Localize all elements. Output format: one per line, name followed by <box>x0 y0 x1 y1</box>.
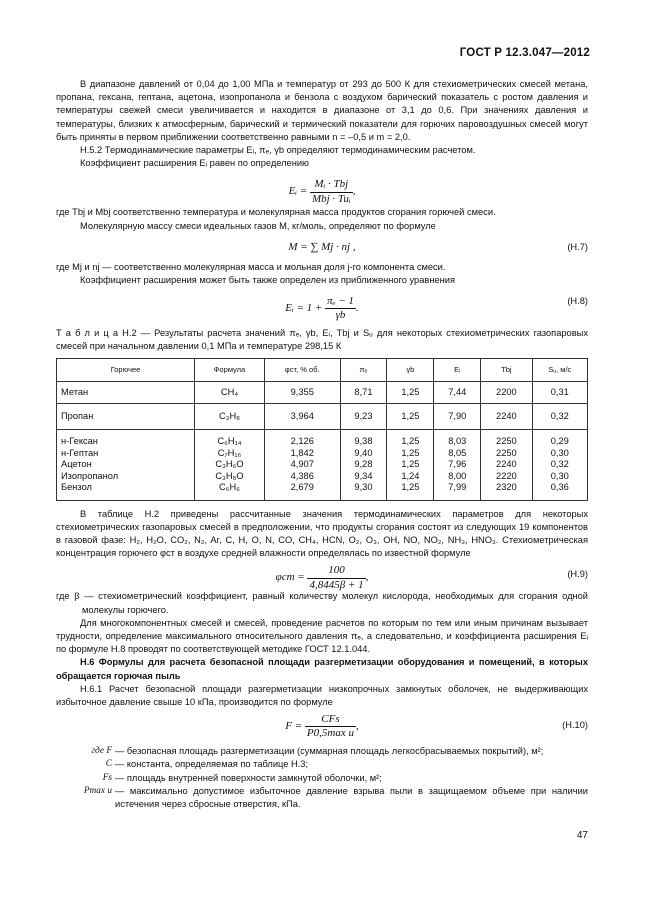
table-cell: 8,71 <box>340 381 387 403</box>
cell-line: 4,386 <box>290 470 314 481</box>
paragraph: Н.6.1 Расчет безопасной площади разгерметизации низкопрочных замкнутых оболочек, не выдерживающих избыточное давление свыше 10 кПа, производится по формуле <box>56 683 588 707</box>
fraction <box>307 564 365 591</box>
table-cell: 7,44 <box>434 381 481 403</box>
fraction-numerator: Mᵢ · Tbj <box>310 178 353 192</box>
column-header: Горючее <box>57 358 195 381</box>
formula-tail: , <box>365 571 369 584</box>
cell-line: 0,36 <box>550 482 569 493</box>
cell-line: 9,38 <box>354 436 373 447</box>
definition-text: — безопасная площадь разгерметизации (суммарная площадь легкосбрасываемых покрытий), м²; <box>115 746 544 757</box>
table-cell: 9,355 <box>264 381 340 403</box>
cell-line: 2320 <box>496 482 517 493</box>
definition-item <box>56 745 588 758</box>
cell-line: 1,25 <box>401 482 420 493</box>
paragraph: Для многокомпонентных смесей и смесей, проведение расчетов по которым по тем или иным причинам вызывает трудности, определение максимального относительного давления πₑ, а следовательно, и коэффициента расширения Eᵢ по формуле Н.8 проводят по соответствующей методике ГОСТ 12.1.044. <box>56 617 588 655</box>
table-cell: 0,31 <box>532 381 587 403</box>
formula-number: (Н.8) <box>567 296 588 307</box>
column-header: Eᵢ <box>434 358 481 381</box>
cell-line: C₃H₈O <box>215 470 244 481</box>
table-cell: CH₄ <box>195 381 265 403</box>
fraction-denominator: 4,8445β + 1 <box>309 578 364 591</box>
cell-line: 7,99 <box>448 482 467 493</box>
formula-number: (Н.7) <box>567 241 588 252</box>
formula-approx-expansion <box>56 287 588 323</box>
table-cell: 1,25 <box>387 403 434 429</box>
cell-line: 2,126 <box>290 436 314 447</box>
cell-line: 8,03 <box>448 436 467 447</box>
paragraph: В таблице Н.2 приведены рассчитанные значения термодинамических параметров для некоторых стехиометрических газопаровых смесей в предположении, что продукты сгорания состоят из следующих 19 компонентов в газовой фазе: H₂, H₂O, CO₂, N₂, Ar, C, H, O, N, CO, CH₄, HCN, O₂, O₃, OH, NO, NO₂, NH₃, HNO₃. Стехиометрическая концентрация горючего φст в воздухе средней влажности определялась по известной формуле <box>56 508 588 559</box>
fraction <box>305 713 356 740</box>
paragraph: В диапазоне давлений от 0,04 до 1,00 МПа и температур от 293 до 500 К для стехиометрических смесей метана, пропана, гексана, гептана, ацетона, изопропанола и бензола с воздухом барический показатель с ростом давления и температуры свежей смеси увеличивается и находится в диапазоне от 3,1 до 0,6. При значениях давления и температуры, близких к атмосферным, барический и термический показатели для горючих паровоздушных смесей могут быть приняты в первом приближении соответственно равными n = –0,5 и m = 2,0. <box>56 79 588 142</box>
definition-symbol: где F <box>91 746 112 757</box>
table-cell: Пропан <box>57 403 195 429</box>
cell-line: н-Гексан <box>61 436 98 447</box>
table-cell <box>532 430 587 501</box>
where-clause: где Mj и nj — соответственно молекулярная масса и мольная доля j-го компонента смеси. <box>56 261 446 272</box>
table-cell <box>481 430 532 501</box>
cell-line: 1,842 <box>290 447 314 458</box>
paragraph: Коэффициент расширения может быть также определен из приближенного уравнения <box>80 275 456 286</box>
table-cell: 9,23 <box>340 403 387 429</box>
cell-line: 9,40 <box>354 447 373 458</box>
cell-line: 0,32 <box>550 459 569 470</box>
cell-line: 1,25 <box>401 436 420 447</box>
formula-lhs: φст = <box>275 571 305 584</box>
column-header: Sᵤ, м/с <box>532 358 587 381</box>
cell-line: 9,34 <box>354 470 373 481</box>
formula-number: (Н.10) <box>562 720 588 731</box>
cell-line: 1,25 <box>401 447 420 458</box>
fraction-numerator: πₑ − 1 <box>325 295 356 309</box>
paragraph: Молекулярную массу смеси идеальных газов M, кг/моль, определяют по формуле <box>80 220 436 231</box>
formula-tail: , <box>355 720 359 733</box>
definition-item <box>56 758 588 771</box>
formula-lhs: Eᵢ = <box>288 185 308 198</box>
formula-vent-area <box>56 709 588 745</box>
table-cell <box>57 430 195 501</box>
formula-lhs: F = <box>285 720 303 733</box>
cell-line: C₆H₁₄ <box>217 436 242 447</box>
table-caption: Т а б л и ц а Н.2 — Результаты расчета значений πₑ, γb, Eᵢ, Tbj и Sᵤ для некоторых стехиометрических газопаровых смесей при начальном давлении 0,1 МПа и температуре 298,15 К <box>56 328 588 352</box>
definition-text: — константа, определяемая по таблице Н.3; <box>115 759 309 770</box>
cell-line: 9,30 <box>354 482 373 493</box>
table-row-group <box>57 430 588 501</box>
cell-line: Изопропанол <box>61 470 119 481</box>
table-cell: 0,32 <box>532 403 587 429</box>
formula-stoich-concentration <box>56 560 588 590</box>
fraction-denominator: Mbj · Tuᵢ <box>311 192 351 205</box>
cell-line: 7,96 <box>448 459 467 470</box>
table-cell: 7,90 <box>434 403 481 429</box>
section-heading: Н.6 Формулы для расчета безопасной площади разгерметизации оборудования и помещений, в которых обращается горючая пыль <box>56 657 588 681</box>
cell-line: 1,24 <box>401 470 420 481</box>
table-cell <box>264 430 340 501</box>
standard-header: ГОСТ Р 12.3.047—2012 <box>459 47 590 59</box>
page-body <box>56 78 588 811</box>
cell-line: 0,29 <box>550 436 569 447</box>
fraction-numerator: CFs <box>305 713 356 727</box>
fraction-denominator: γb <box>335 309 346 322</box>
definition-item <box>56 772 588 785</box>
table-cell: 3,964 <box>264 403 340 429</box>
cell-line: 0,30 <box>550 470 569 481</box>
table-cell: 2200 <box>481 381 532 403</box>
column-header: Tbj <box>481 358 532 381</box>
table-cell: Метан <box>57 381 195 403</box>
page-number: 47 <box>576 830 588 841</box>
formula-tail: . <box>355 302 359 315</box>
cell-line: 2250 <box>496 447 517 458</box>
formula-expansion <box>56 170 588 206</box>
definitions-list <box>56 745 588 811</box>
where-clause: где Tbj и Mbj соответственно температура и молекулярная масса продуктов сгорания горючей смеси. <box>56 207 496 218</box>
cell-line: C₆H₆ <box>219 482 240 493</box>
cell-line: 1,25 <box>401 459 420 470</box>
fraction-numerator: 100 <box>307 564 365 578</box>
cell-line: 2,679 <box>290 482 314 493</box>
where-clause: где β — стехиометрический коэффициент, равный количеству молекул кислорода, необходимых для сгорания одной молекулы горючего. <box>56 591 588 615</box>
formula-molar-mass <box>56 233 588 261</box>
column-header: Формула <box>195 358 265 381</box>
formula-tail: , <box>352 185 356 198</box>
fraction <box>325 295 356 322</box>
paragraph: Коэффициент расширения Eᵢ равен по определению <box>80 158 310 169</box>
column-header: πₑ <box>340 358 387 381</box>
table-cell: 2240 <box>481 403 532 429</box>
table-row <box>57 403 588 429</box>
results-table <box>56 358 588 501</box>
table-header-row <box>57 358 588 381</box>
table-cell <box>434 430 481 501</box>
table-cell <box>340 430 387 501</box>
column-header: φст, % об. <box>264 358 340 381</box>
cell-line: 4,907 <box>290 459 314 470</box>
table-cell: 1,25 <box>387 381 434 403</box>
definition-symbol: Fs <box>102 772 112 783</box>
paragraph: Н.5.2 Термодинамические параметры Eᵢ, πₑ, γb определяют термодинамическим расчетом. <box>80 145 476 156</box>
definition-text: — максимально допустимое избыточное давление взрыва пыли в защищаемом объеме при наличии истечения через сбросные отверстия, кПа. <box>115 785 588 809</box>
cell-line: 0,30 <box>550 447 569 458</box>
definition-symbol: C <box>105 759 112 770</box>
cell-line: 2220 <box>496 470 517 481</box>
cell-line: Ацетон <box>61 459 92 470</box>
cell-line: 8,00 <box>448 470 467 481</box>
column-header: γb <box>387 358 434 381</box>
cell-line: C₇H₁₆ <box>217 447 242 458</box>
table-row <box>57 381 588 403</box>
table-cell: C₃H₈ <box>195 403 265 429</box>
cell-line: 9,28 <box>354 459 373 470</box>
definition-symbol: Pmax u <box>83 785 112 796</box>
cell-line: н-Гептан <box>61 447 99 458</box>
definition-text: — площадь внутренней поверхности замкнутой оболочки, м²; <box>115 772 382 783</box>
formula-number: (Н.9) <box>567 569 588 580</box>
cell-line: 8,05 <box>448 447 467 458</box>
definition-item <box>56 785 588 811</box>
fraction-denominator: P0,5max u <box>306 727 354 740</box>
formula-expression: M = ∑ Mj · nj , <box>288 240 356 253</box>
table-cell <box>195 430 265 501</box>
cell-line: 2250 <box>496 436 517 447</box>
cell-line: C₃H₆O <box>215 459 244 470</box>
table-cell <box>387 430 434 501</box>
cell-line: 2240 <box>496 459 517 470</box>
cell-line: Бензол <box>61 482 92 493</box>
formula-lhs: Eᵢ = 1 + <box>285 302 323 315</box>
fraction <box>310 178 353 205</box>
